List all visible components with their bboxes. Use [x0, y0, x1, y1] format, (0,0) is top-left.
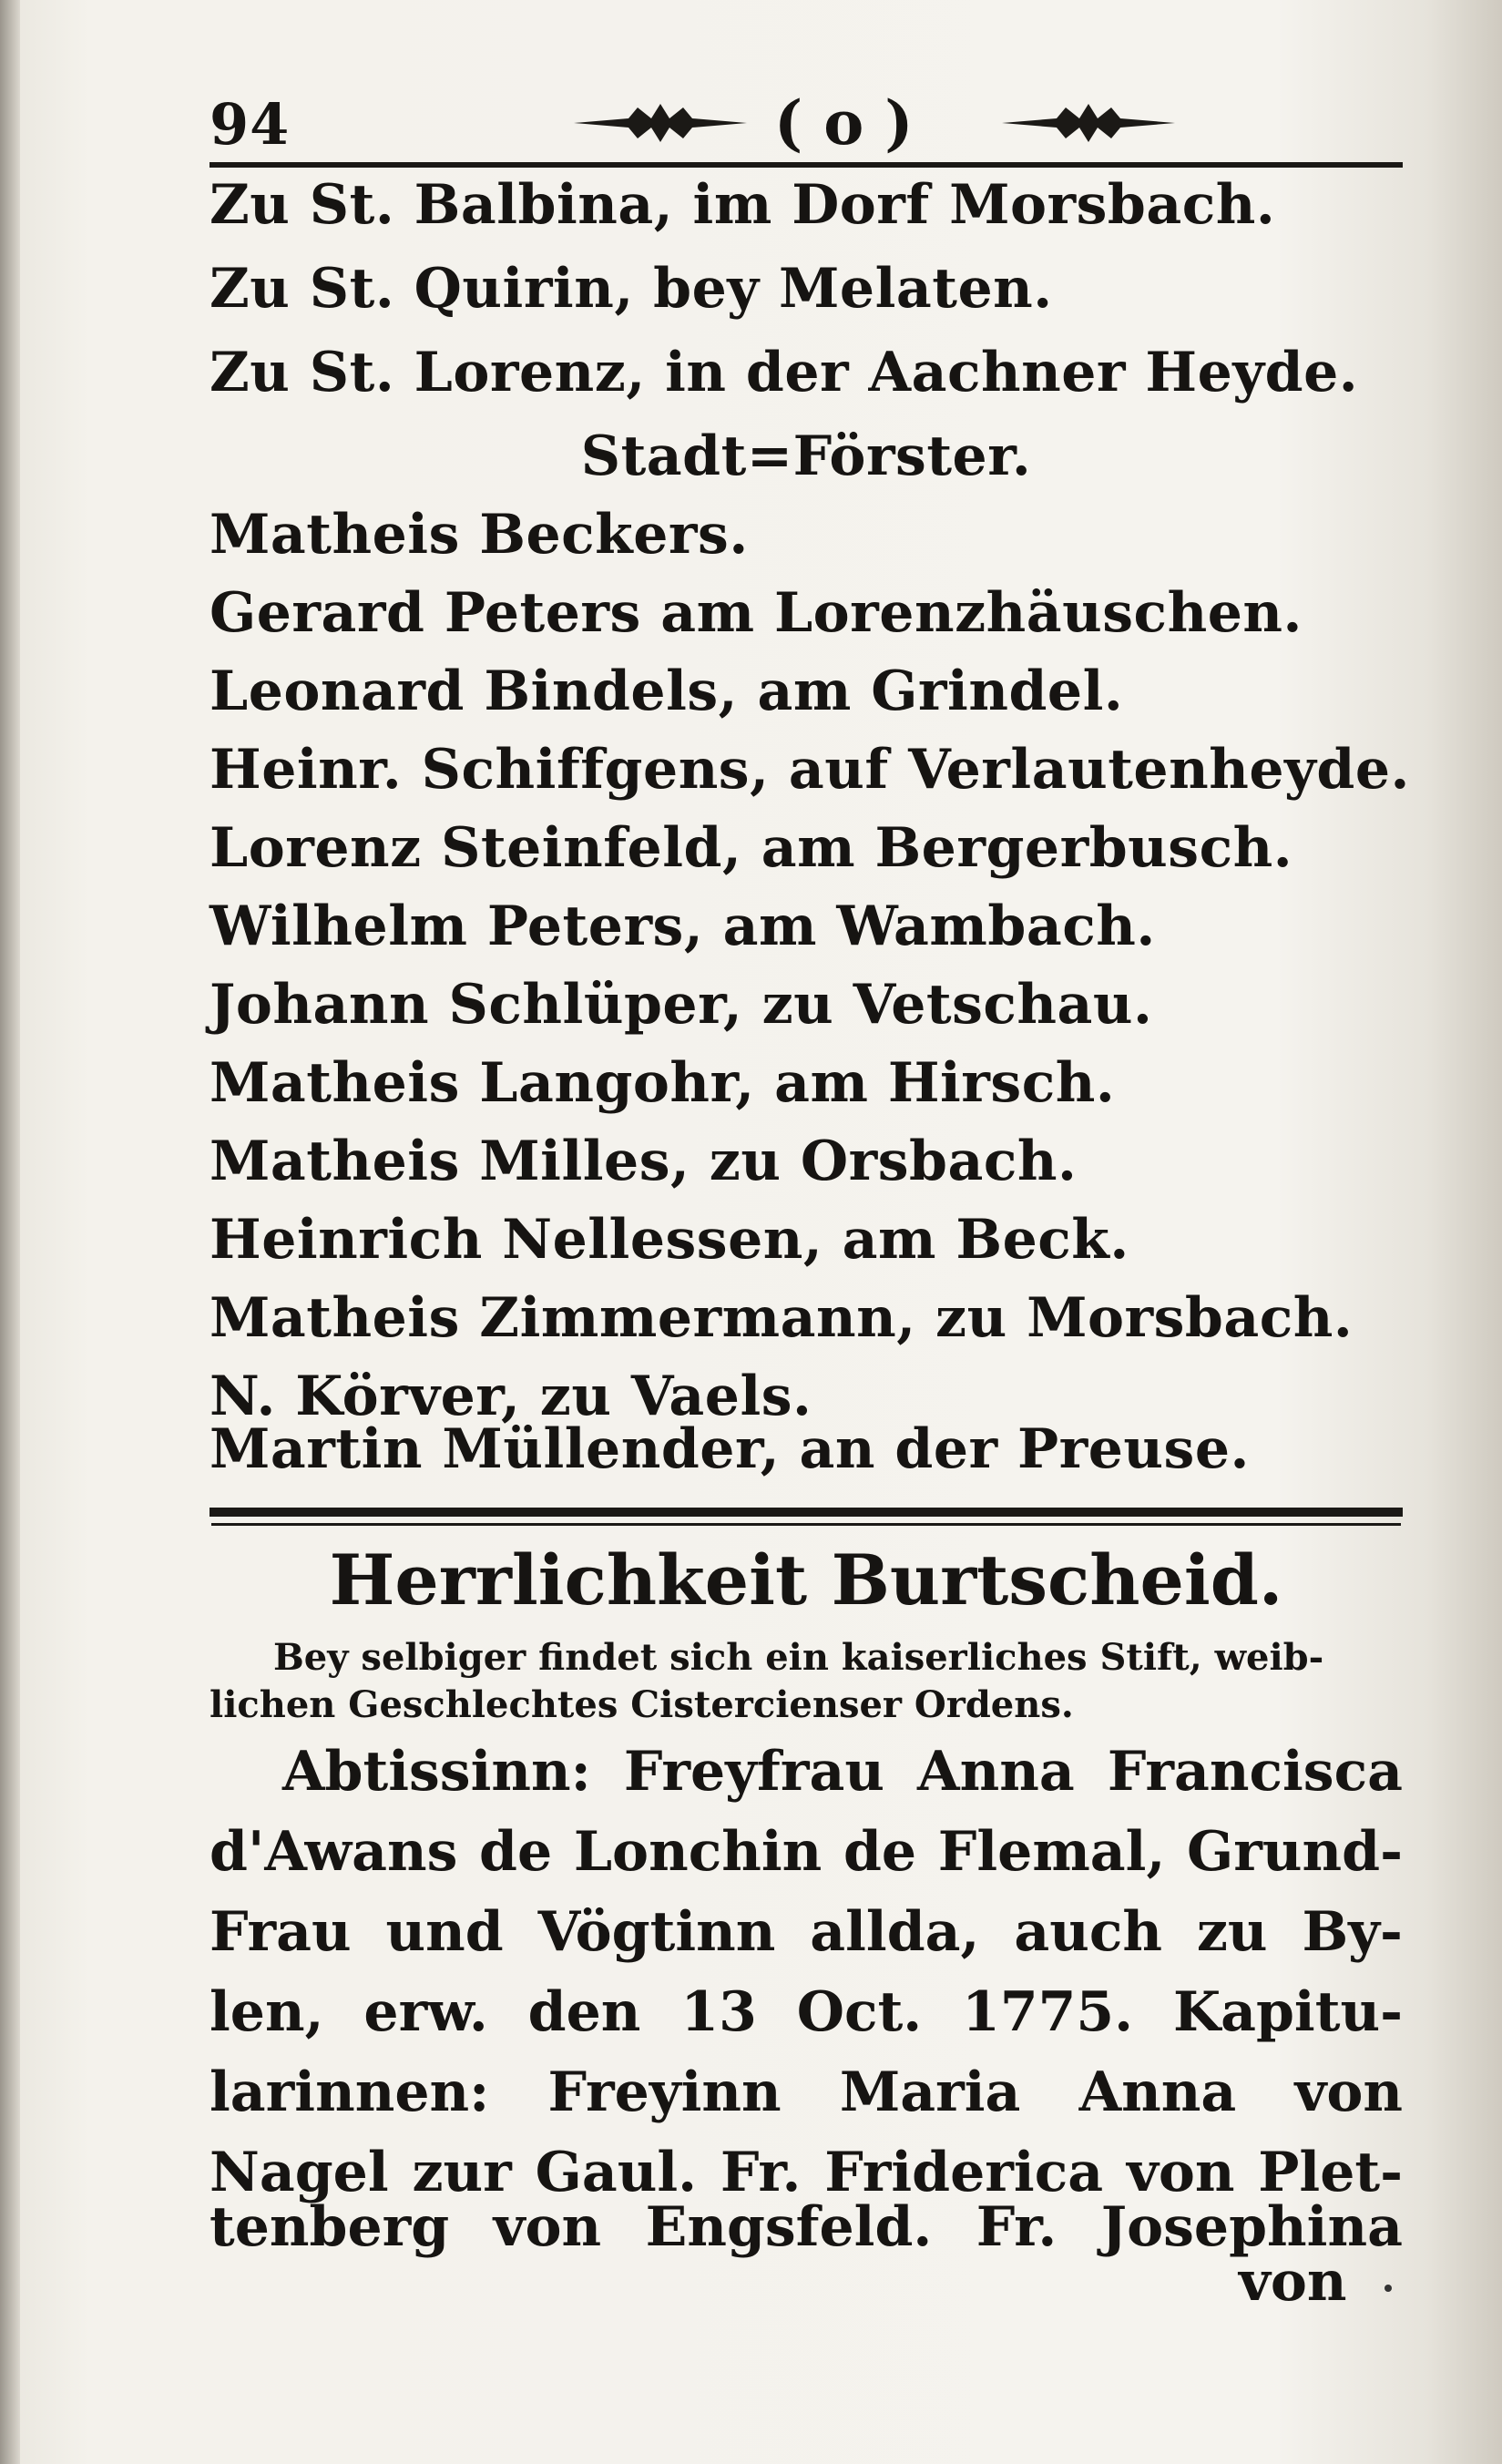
word: zu	[1196, 1900, 1268, 1964]
word: Fr.	[976, 2195, 1058, 2259]
forester-entry: Matheis Beckers.	[209, 503, 749, 567]
header-rule	[209, 162, 1403, 168]
word: Vögtinn	[537, 1900, 776, 1964]
word: Oct.	[796, 1980, 923, 2044]
forester-entry: Wilhelm Peters, am Wambach.	[209, 895, 1156, 958]
word: Freyfrau	[623, 1740, 884, 1804]
list-line: Zu St. Lorenz, in der Aachner Heyde.	[209, 341, 1359, 404]
paragraph-line	[282, 1740, 1403, 1804]
word: 1775.	[962, 1980, 1134, 2044]
paragraph-line	[209, 1820, 1403, 1884]
word: Anna	[1078, 2060, 1237, 2124]
page-number: 94	[209, 91, 291, 158]
forester-entry: Martin Müllender, an der Preuse.	[209, 1417, 1250, 1481]
section-heading-foresters: Stadt=Förster.	[580, 424, 1032, 488]
word: und	[385, 1900, 504, 1964]
word: de	[479, 1820, 553, 1884]
word: Engsfeld.	[645, 2195, 933, 2259]
forester-entry: Heinr. Schiffgens, auf Verlautenheyde.	[209, 738, 1410, 802]
catchword: von	[1239, 2250, 1347, 2314]
word: Kapitu-	[1172, 1980, 1403, 2044]
section-rule	[209, 1508, 1403, 1517]
intro-line: lichen Geschlechtes Cistercienser Ordens.	[209, 1683, 1074, 1726]
forester-entry: Matheis Langohr, am Hirsch.	[209, 1051, 1116, 1115]
forester-entry: Leonard Bindels, am Grindel.	[209, 659, 1124, 723]
word: Plet-	[1258, 2141, 1403, 2204]
page-header	[209, 87, 1412, 164]
word: Fr.	[720, 2141, 802, 2204]
paragraph-line	[209, 1900, 1403, 1964]
ink-dot	[1384, 2285, 1392, 2292]
page-gutter-shadow	[0, 0, 20, 2464]
forester-entry: Matheis Zimmermann, zu Morsbach.	[209, 1286, 1354, 1350]
word: auch	[1014, 1900, 1162, 1964]
word: By-	[1302, 1900, 1403, 1964]
forester-entry: Lorenz Steinfeld, am Bergerbusch.	[209, 816, 1293, 880]
paragraph-line	[209, 1980, 1403, 2044]
word: von	[1126, 2141, 1235, 2204]
word: allda,	[810, 1900, 980, 1964]
section-rule-thin	[211, 1523, 1401, 1526]
word: len,	[209, 1980, 324, 2044]
intro-line: Bey selbiger findet sich ein kaiserliches Stift, weib-	[273, 1636, 1324, 1679]
forester-entry: Heinrich Nellessen, am Beck.	[209, 1208, 1129, 1272]
forester-entry: Johann Schlüper, zu Vetschau.	[209, 973, 1153, 1037]
forester-entry: Matheis Milles, zu Orsbach.	[209, 1130, 1078, 1193]
word: de	[843, 1820, 917, 1884]
ornament-right-icon	[1002, 100, 1175, 146]
paragraph-line	[209, 2195, 1403, 2259]
word: Friderica	[824, 2141, 1104, 2204]
word: Josephina	[1100, 2195, 1403, 2259]
ornament-left-icon	[574, 100, 747, 146]
word: Freyinn	[547, 2060, 782, 2124]
header-mark: ( o )	[774, 87, 914, 158]
word: erw.	[363, 1980, 488, 2044]
word: d'Awans	[209, 1820, 458, 1884]
word: Flemal,	[937, 1820, 1166, 1884]
word: Frau	[209, 1900, 352, 1964]
paragraph-line	[209, 2060, 1403, 2124]
word: Grund-	[1187, 1820, 1403, 1884]
word: Maria	[839, 2060, 1021, 2124]
word: Lonchin	[573, 1820, 823, 1884]
list-line: Zu St. Quirin, bey Melaten.	[209, 257, 1053, 321]
word: den	[527, 1980, 641, 2044]
word: Nagel	[209, 2141, 389, 2204]
word: Anna	[917, 1740, 1075, 1804]
word: von	[1294, 2060, 1403, 2124]
forester-entry: Gerard Peters am Lorenzhäuschen.	[209, 581, 1303, 645]
word: Abtissinn:	[282, 1740, 591, 1804]
forester-entry: N. Körver, zu Vaels.	[209, 1365, 812, 1428]
list-line: Zu St. Balbina, im Dorf Morsbach.	[209, 173, 1276, 237]
word: larinnen:	[209, 2060, 490, 2124]
word: zur	[412, 2141, 512, 2204]
section-heading-burtscheid: Herrlichkeit Burtscheid.	[329, 1539, 1283, 1621]
word: Francisca	[1107, 1740, 1403, 1804]
word: von	[493, 2195, 602, 2259]
word: Gaul.	[535, 2141, 698, 2204]
word: 13	[680, 1980, 757, 2044]
word: tenberg	[209, 2195, 450, 2259]
